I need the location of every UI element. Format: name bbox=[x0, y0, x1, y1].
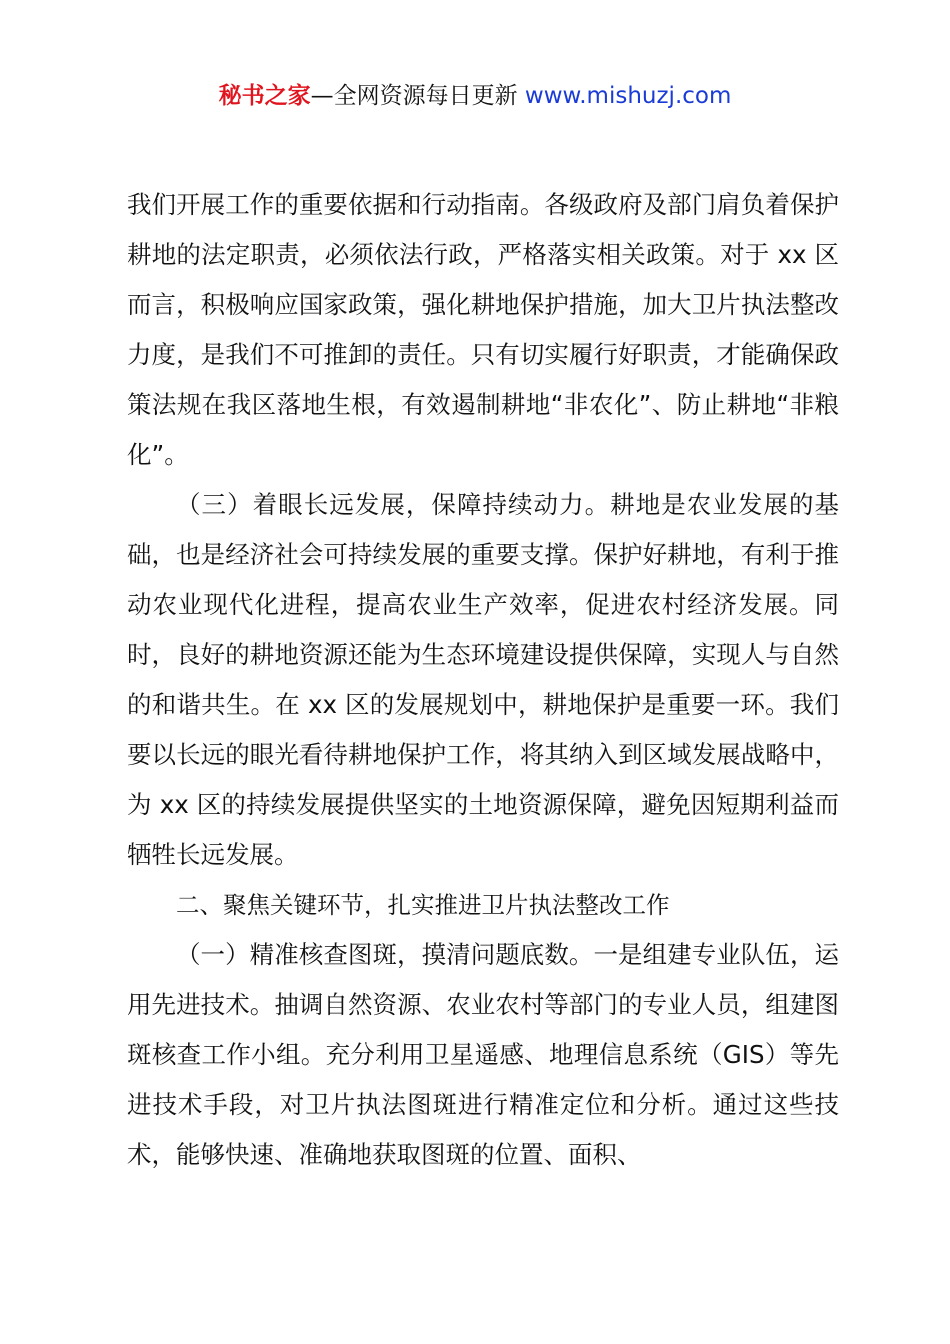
paragraph-section-three: （三）着眼长远发展，保障持续动力。耕地是农业发展的基础，也是经济社会可持续发展的重要支撑。保护好耕地，有利于推动农业现代化进程，提高农业生产效率，促进农村经济发展。同时，良好的耕地资源还能为生态环境建设提供保障，实现人与自然的和谐共生。在 xx 区的发展规划中，耕地保护是重要一环。我们要以长远的眼光看待耕地保护工作，将其纳入到区域发展战略中，为 xx 区的持续发展提供坚实的土地资源保障，避免因短期利益而牺牲长远发展。 bbox=[127, 490, 839, 869]
header-tagline: —全网资源每日更新 bbox=[310, 83, 525, 109]
website-link[interactable]: www.mishuzj.com bbox=[524, 83, 732, 109]
section-heading: 二、聚焦关键环节，扎实推进卫片执法整改工作 bbox=[176, 891, 670, 919]
page-header bbox=[0, 80, 950, 112]
document-body bbox=[127, 180, 839, 1180]
paragraph-continued: 我们开展工作的重要依据和行动指南。各级政府及部门肩负着保护耕地的法定职责，必须依法行政，严格落实相关政策。对于 xx 区而言，积极响应国家政策，强化耕地保护措施，加大卫片执法整改力度，是我们不可推卸的责任。只有切实履行好职责，才能确保政策法规在我区落地生根，有效遏制耕地“非农化”、防止耕地“非粮化”。 bbox=[127, 190, 839, 469]
brand-name: 秘书之家 bbox=[218, 83, 311, 109]
paragraph-section-one: （一）精准核查图斑，摸清问题底数。一是组建专业队伍，运用先进技术。抽调自然资源、农业农村等部门的专业人员，组建图斑核查工作小组。充分利用卫星遥感、地理信息系统（GIS）等先进技术手段，对卫片执法图斑进行精准定位和分析。通过这些技术，能够快速、准确地获取图斑的位置、面积、 bbox=[127, 940, 839, 1169]
